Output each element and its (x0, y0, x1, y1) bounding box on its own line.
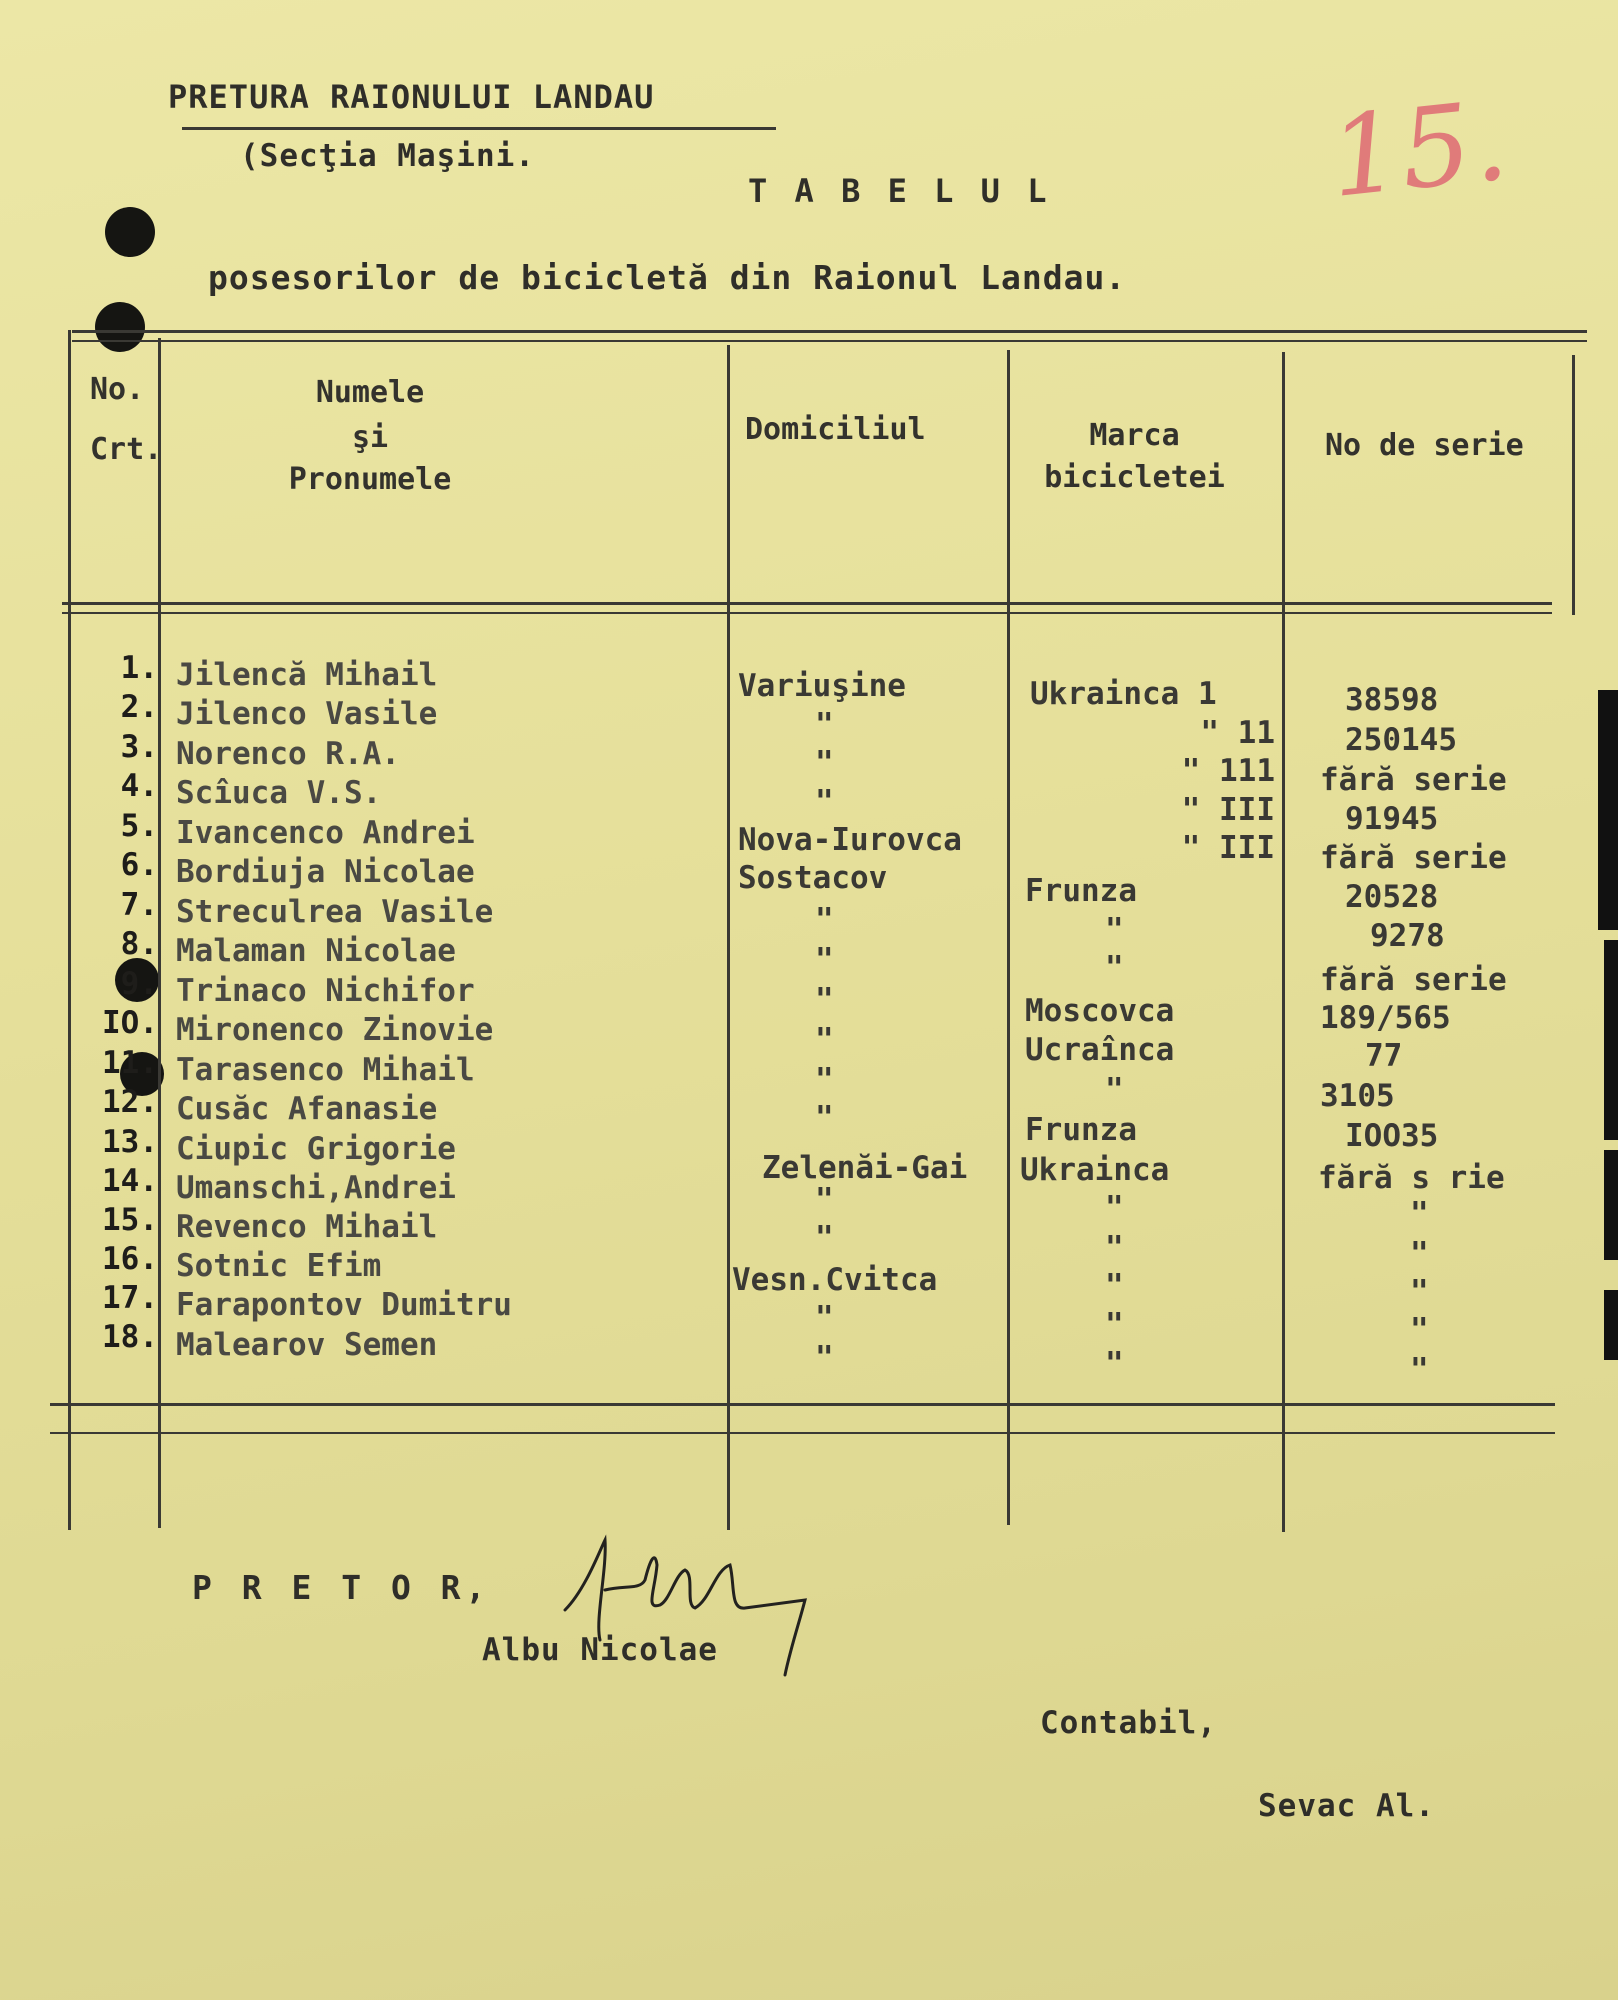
row-name: Scîuca V.S. (176, 775, 382, 811)
row-number: 6. (120, 847, 158, 883)
header-name: Numele (315, 375, 425, 410)
row-number: IO. (102, 1005, 158, 1041)
page-number-mark: 15. (1323, 76, 1515, 222)
row-brand: " (1105, 1190, 1124, 1226)
row-brand: " (1105, 1072, 1124, 1108)
row-brand: " (1105, 1230, 1124, 1266)
row-brand: Frunza (1025, 873, 1137, 909)
row-domicile: " (815, 1182, 834, 1218)
row-domicile: " (815, 1062, 834, 1098)
row-brand: Ukrainca (1020, 1152, 1170, 1188)
header-name: şi (351, 420, 389, 455)
row-serial: 20528 (1345, 879, 1439, 915)
header-no: No. (90, 372, 145, 407)
row-number: 14. (102, 1163, 158, 1199)
row-serial: 38598 (1345, 682, 1439, 718)
row-number: 18. (102, 1319, 158, 1355)
row-number: 7. (120, 887, 158, 923)
row-brand: " (1105, 1268, 1124, 1304)
row-domicile: " (815, 982, 834, 1018)
punch-hole (105, 207, 155, 257)
row-domicile: " (815, 1340, 834, 1376)
row-name: Malearov Semen (176, 1327, 438, 1363)
table-top-border (72, 330, 1587, 333)
row-brand: " (1105, 1346, 1124, 1382)
row-serial: " (1410, 1312, 1429, 1348)
document-title: T A B E L U L (748, 172, 1051, 210)
header-crt: Crt. (90, 432, 163, 467)
row-brand: " (1105, 912, 1124, 948)
row-number: 13. (102, 1124, 158, 1160)
row-number: 3. (120, 729, 158, 765)
row-brand: Ukrainca 1 (1030, 676, 1217, 712)
row-brand: " III (1181, 830, 1275, 866)
row-name: Bordiuja Nicolae (176, 854, 475, 890)
row-name: Ivancenco Andrei (176, 815, 475, 851)
row-domicile: " (815, 784, 834, 820)
row-domicile: " (815, 1100, 834, 1136)
row-serial: IOO35 (1345, 1118, 1439, 1154)
page-edge-shadow (1604, 1290, 1618, 1360)
header-brand: bicicletei (1044, 460, 1225, 495)
office-heading: PRETURA RAIONULUI LANDAU (168, 78, 655, 116)
table-bottom-border (50, 1432, 1555, 1434)
row-brand: " III (1181, 792, 1275, 828)
row-domicile: " (815, 942, 834, 978)
row-serial: fără serie (1320, 762, 1507, 798)
table-bottom-border (50, 1403, 1555, 1406)
row-serial: fără s rie (1318, 1160, 1505, 1196)
page-edge-shadow (1598, 690, 1618, 930)
row-name: Jilencă Mihail (176, 657, 438, 693)
row-name: Streculrea Vasile (176, 894, 494, 930)
header-domicile: Domiciliul (745, 412, 926, 447)
row-name: Jilenco Vasile (176, 696, 438, 732)
row-serial: " (1410, 1236, 1429, 1272)
document-subtitle: posesorilor de bicicletă din Raionul Landau. (208, 258, 1127, 297)
row-domicile: Nova-Iurovca (738, 822, 962, 858)
row-domicile: " (815, 1300, 834, 1336)
row-domicile: " (815, 1220, 834, 1256)
accountant-name: Sevac Al. (1258, 1788, 1435, 1824)
row-name: Trinaco Nichifor (176, 973, 475, 1009)
row-brand: Frunza (1025, 1112, 1137, 1148)
punch-hole (95, 302, 145, 352)
page-edge-shadow (1604, 940, 1618, 1140)
row-serial: fără serie (1320, 962, 1507, 998)
row-number: 9. (120, 966, 158, 1002)
row-brand: " 111 (1181, 753, 1275, 789)
row-name: Ciupic Grigorie (176, 1131, 456, 1167)
row-number: 16. (102, 1241, 158, 1277)
row-number: 8. (120, 926, 158, 962)
header-bottom-border (62, 612, 1552, 614)
row-name: Cusăc Afanasie (176, 1091, 438, 1127)
row-number: 1. (120, 650, 158, 686)
row-serial: 250145 (1345, 722, 1457, 758)
row-serial: 77 (1365, 1038, 1403, 1074)
row-name: Sotnic Efim (176, 1248, 382, 1284)
row-domicile: Zelenăi-Gai (762, 1150, 968, 1186)
row-domicile: " (815, 707, 834, 743)
row-name: Umanschi,Andrei (176, 1170, 456, 1206)
page-edge-shadow (1604, 1150, 1618, 1260)
header-bottom-border (62, 602, 1552, 605)
row-serial: 189/565 (1320, 1000, 1451, 1036)
header-serial: No de serie (1325, 428, 1524, 463)
row-number: 11. (102, 1045, 158, 1081)
header-brand: Marca (1089, 418, 1180, 453)
accountant-label: Contabil, (1040, 1705, 1217, 1741)
row-brand: Ucraînca (1025, 1032, 1175, 1068)
row-name: Farapontov Dumitru (176, 1287, 512, 1323)
row-serial: 3105 (1320, 1078, 1395, 1114)
row-number: 17. (102, 1280, 158, 1316)
row-serial: " (1410, 1352, 1429, 1388)
row-name: Tarasenco Mihail (176, 1052, 475, 1088)
column-divider (727, 345, 730, 1530)
row-number: 12. (102, 1084, 158, 1120)
row-name: Norenco R.A. (176, 736, 400, 772)
row-domicile: Vesn.Cvitca (732, 1262, 938, 1298)
column-divider (1007, 350, 1010, 1525)
row-number: 2. (120, 689, 158, 725)
pretor-label: P R E T O R, (192, 1568, 491, 1607)
row-name: Malaman Nicolae (176, 933, 456, 969)
row-serial: 91945 (1345, 801, 1439, 837)
row-number: 15. (102, 1202, 158, 1238)
office-underline (182, 127, 776, 130)
row-domicile: Variuşine (738, 668, 906, 704)
row-domicile: " (815, 745, 834, 781)
row-brand: " (1105, 1307, 1124, 1343)
column-divider (68, 330, 71, 1530)
row-name: Revenco Mihail (176, 1209, 438, 1245)
row-domicile: Sostacov (738, 860, 888, 896)
column-divider (158, 338, 161, 1528)
row-brand: " (1105, 950, 1124, 986)
row-number: 5. (120, 808, 158, 844)
row-brand: Moscovca (1025, 993, 1175, 1029)
table-top-border (72, 340, 1587, 342)
section-label: (Secţia Maşini. (240, 138, 535, 174)
row-serial: " (1410, 1274, 1429, 1310)
row-number: 4. (120, 768, 158, 804)
row-name: Mironenco Zinovie (176, 1012, 494, 1048)
column-divider (1282, 352, 1285, 1532)
row-serial: fără serie (1320, 840, 1507, 876)
row-serial: " (1410, 1196, 1429, 1232)
pretor-name: Albu Nicolae (482, 1632, 718, 1668)
row-brand: " 11 (1200, 715, 1275, 751)
row-domicile: " (815, 1022, 834, 1058)
row-domicile: " (815, 902, 834, 938)
row-serial: 9278 (1370, 918, 1445, 954)
header-name: Pronumele (288, 462, 452, 497)
column-divider (1572, 355, 1575, 615)
